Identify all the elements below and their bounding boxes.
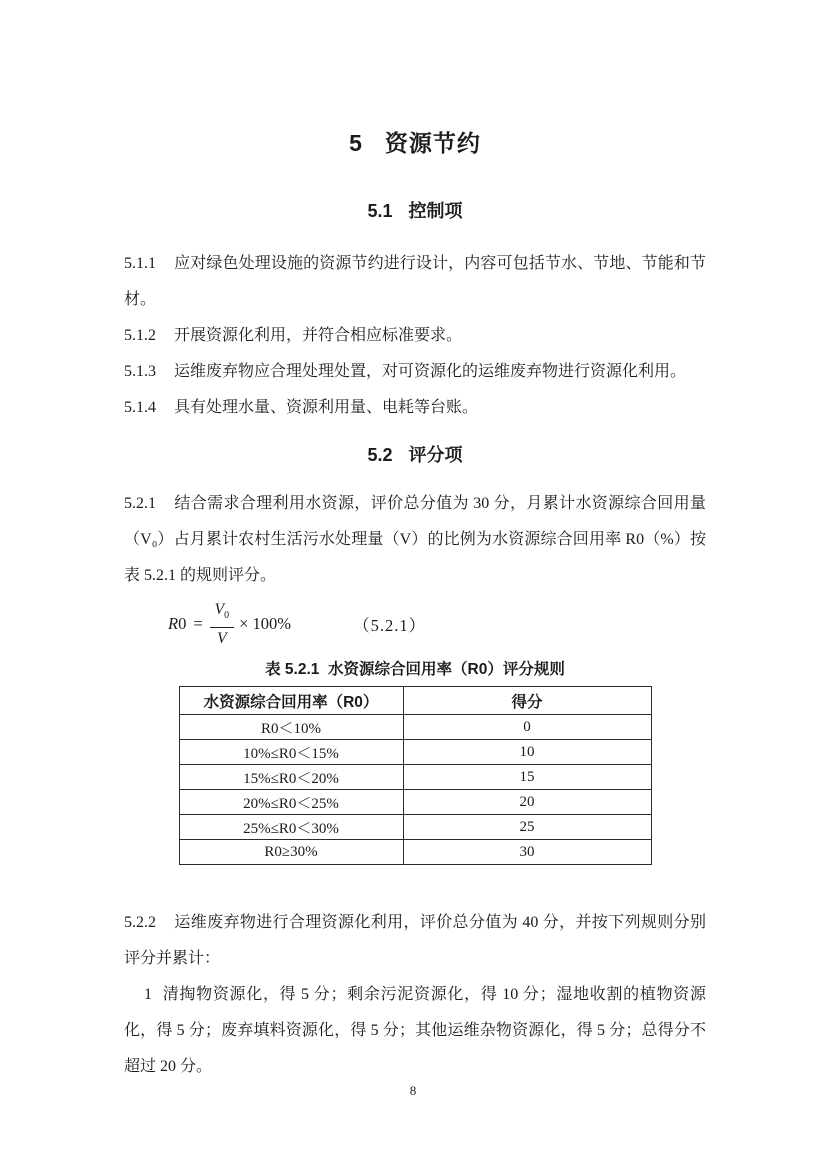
formula-5-2-1 (168, 599, 706, 649)
formula-multiplier: × 100% (239, 614, 292, 633)
formula-equals-sign: = (193, 614, 203, 633)
clause-text: 开展资源化利用，并符合相应标准要求。 (174, 327, 463, 344)
clause-5-2-2-item-1 (124, 977, 706, 1085)
score-cell: 20 (403, 790, 651, 815)
clause-5-1-4 (124, 390, 706, 426)
clause-text: 结合需求合理利用水资源，评价总分值为 30 分，月累计水资源综合回用量（V₀）占月累计农村生活污水处理量（V）的比例为水资源综合回用率 R0（%）按表 5.2.1 的规则评分。 (124, 495, 706, 584)
section-5-2-body (124, 486, 706, 1085)
clause-5-2-2 (124, 905, 706, 977)
score-cell: 0 (403, 715, 651, 740)
clause-number: 5.1.2 (124, 327, 156, 344)
chapter-title-text: 资源节约 (384, 130, 481, 156)
clause-number: 5.2.1 (124, 495, 156, 512)
table-row (179, 840, 651, 865)
table-row (179, 765, 651, 790)
numerator-variable: V (214, 601, 225, 619)
section-title-5-2 (124, 442, 706, 468)
rate-cell: 20%≤R0＜25% (179, 790, 403, 815)
clause-5-2-2-block (124, 905, 706, 1085)
clause-number: 5.1.4 (124, 399, 156, 416)
scoring-rules-table (179, 686, 652, 865)
section-5-2-title-text: 评分项 (408, 445, 463, 465)
formula-fraction (210, 599, 234, 648)
table-header-rate: 水资源综合回用率（R0） (179, 687, 403, 715)
clause-text: 运维废弃物进行合理资源化利用，评价总分值为 40 分，并按下列规则分别评分并累计： (124, 914, 706, 967)
rate-cell: 25%≤R0＜30% (179, 815, 403, 840)
sub-item-number: 1 (144, 986, 152, 1003)
table-caption-prefix: 表 5.2.1 (265, 661, 320, 678)
clause-number: 5.1.1 (124, 255, 156, 272)
score-cell: 10 (403, 740, 651, 765)
score-cell: 30 (403, 840, 651, 865)
rate-cell: 15%≤R0＜20% (179, 765, 403, 790)
clause-5-1-3 (124, 354, 706, 390)
table-header-row (179, 687, 651, 715)
clause-5-1-2 (124, 318, 706, 354)
clause-number: 5.1.3 (124, 363, 156, 380)
clause-text: 应对绿色处理设施的资源节约进行设计，内容可包括节水、节地、节能和节材。 (124, 255, 706, 308)
rate-cell: R0＜10% (179, 715, 403, 740)
section-5-2-number: 5.2 (367, 445, 393, 465)
section-title-5-1 (124, 198, 706, 224)
fraction-numerator (210, 599, 234, 627)
table-caption (124, 659, 706, 681)
clause-text: 运维废弃物应合理处理处置，对可资源化的运维废弃物进行资源化利用。 (174, 363, 687, 380)
table-row (179, 790, 651, 815)
chapter-title (124, 128, 706, 158)
score-cell: 25 (403, 815, 651, 840)
section-5-1-number: 5.1 (367, 201, 393, 221)
table-caption-title: 水资源综合回用率（R0）评分规则 (328, 661, 565, 678)
score-cell: 15 (403, 765, 651, 790)
table-row (179, 815, 651, 840)
clause-5-1-1 (124, 246, 706, 318)
section-5-1-body (124, 246, 706, 426)
clause-text: 具有处理水量、资源利用量、电耗等台账。 (174, 399, 479, 416)
chapter-number: 5 (349, 130, 363, 156)
formula-lhs-variable: R (168, 614, 179, 633)
table-row (179, 740, 651, 765)
formula-lhs-number: 0 (178, 614, 187, 633)
table-row (179, 715, 651, 740)
table-header-score: 得分 (403, 687, 651, 715)
clause-number: 5.2.2 (124, 914, 156, 931)
clause-5-2-1 (124, 486, 706, 594)
page-number: 8 (409, 1083, 417, 1098)
numerator-subscript: 0 (224, 610, 230, 622)
rate-cell: R0≥30% (179, 840, 403, 865)
section-5-1-title-text: 控制项 (408, 201, 463, 221)
sub-item-text: 清掏物资源化，得 5 分；剩余污泥资源化，得 10 分；湿地收割的植物资源化，得 5 分；废弃填料资源化，得 5 分；其他运维杂物资源化，得 5 分；总得分不超过 20 分。 (124, 986, 706, 1075)
formula-equation-number: （5.2.1） (353, 616, 427, 635)
fraction-denominator: V (217, 629, 227, 647)
rate-cell: 10%≤R0＜15% (179, 740, 403, 765)
